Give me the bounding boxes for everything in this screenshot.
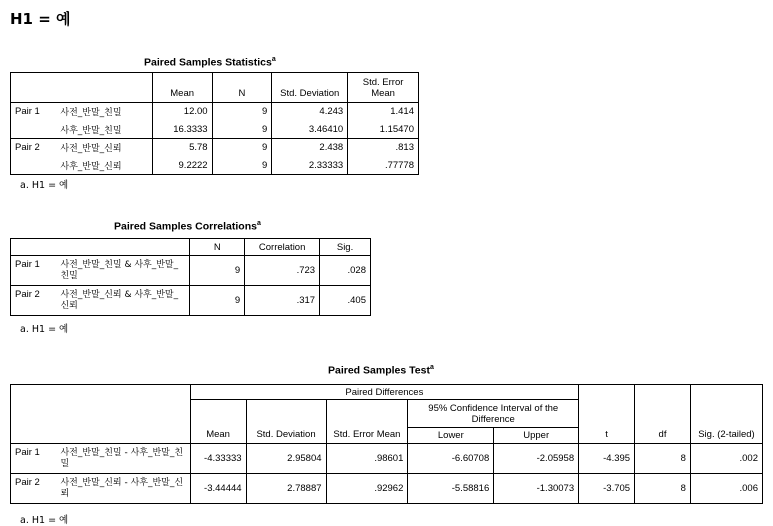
test-header-std-deviation: Std. Deviation <box>246 400 326 444</box>
stats-row-std-deviation: 4.243 <box>272 103 348 121</box>
test-title: Paired Samples Test$^a$ <box>328 364 434 377</box>
test-header-blank <box>11 385 191 444</box>
stats-row-n: 9 <box>212 139 272 157</box>
test-header-sig-2-tailed: Sig. (2-tailed) <box>690 385 762 444</box>
stats-row-pair: Pair 2 <box>11 139 57 157</box>
corr-header-sig: Sig. <box>320 239 371 256</box>
test-row-mean: -3.44444 <box>190 474 246 504</box>
stats-row-pair: Pair 1 <box>11 103 57 121</box>
page-heading: H1 = 예 <box>10 10 71 28</box>
test-row-std-error-mean: .92962 <box>326 474 408 504</box>
stats-row-n: 9 <box>212 121 272 139</box>
corr-header-n: N <box>190 239 245 256</box>
stats-row-mean: 9.2222 <box>152 157 212 175</box>
paired-samples-correlations-table <box>10 238 371 316</box>
test-row-lower: -5.58816 <box>408 474 494 504</box>
test-header-lower: Lower <box>408 428 494 444</box>
stats-row-variable: 사후_반말_신뢰 <box>56 157 152 175</box>
stats-header-std-error-mean: Std. Error Mean <box>348 73 419 103</box>
test-row-df: 8 <box>635 444 691 474</box>
corr-header-correlation: Correlation <box>245 239 320 256</box>
test-footnote: a. H1 = 예 <box>20 515 69 526</box>
corr-row-sig: .405 <box>320 286 371 316</box>
stats-header-std-deviation: Std. Deviation <box>272 73 348 103</box>
test-row-t: -4.395 <box>579 444 635 474</box>
corr-row-correlation: .317 <box>245 286 320 316</box>
stats-row-std-error: 1.414 <box>348 103 419 121</box>
paired-samples-test-table <box>10 384 763 504</box>
test-row-pair: Pair 2 <box>11 474 57 504</box>
test-row-df: 8 <box>635 474 691 504</box>
stats-row-std-deviation: 2.438 <box>272 139 348 157</box>
test-row-pair: Pair 1 <box>11 444 57 474</box>
test-row-lower: -6.60708 <box>408 444 494 474</box>
stats-footnote: a. H1 = 예 <box>20 180 69 191</box>
stats-row-variable: 사전_반말_신뢰 <box>56 139 152 157</box>
stats-header-mean: Mean <box>152 73 212 103</box>
stats-row-n: 9 <box>212 157 272 175</box>
stats-row-mean: 5.78 <box>152 139 212 157</box>
test-header-upper: Upper <box>494 428 579 444</box>
test-row-sig: .002 <box>690 444 762 474</box>
corr-row-pair: Pair 2 <box>11 286 57 316</box>
test-row-upper: -2.05958 <box>494 444 579 474</box>
stats-row-std-deviation: 2.33333 <box>272 157 348 175</box>
paired-samples-statistics-table <box>10 72 419 175</box>
test-row-mean: -4.33333 <box>190 444 246 474</box>
stats-row-std-error: 1.15470 <box>348 121 419 139</box>
test-row-variable: 사전_반말_신뢰 - 사후_반말_신뢰 <box>56 474 190 504</box>
stats-row-n: 9 <box>212 103 272 121</box>
stats-row-std-error: .813 <box>348 139 419 157</box>
corr-row-pair: Pair 1 <box>11 256 57 286</box>
stats-row-variable: 사전_반말_친밀 <box>56 103 152 121</box>
corr-row-sig: .028 <box>320 256 371 286</box>
test-row-std-deviation: 2.95804 <box>246 444 326 474</box>
stats-header-blank <box>11 73 153 103</box>
corr-row-variable: 사전_반말_신뢰 & 사후_반말_신뢰 <box>56 286 189 316</box>
corr-footnote: a. H1 = 예 <box>20 324 69 335</box>
test-header-std-error-mean: Std. Error Mean <box>326 400 408 444</box>
corr-row-n: 9 <box>190 256 245 286</box>
test-header-paired-differences: Paired Differences <box>190 385 579 400</box>
corr-row-correlation: .723 <box>245 256 320 286</box>
stats-row-mean: 16.3333 <box>152 121 212 139</box>
test-header-confidence-interval: 95% Confidence Interval of the Difference <box>408 400 579 428</box>
test-row-t: -3.705 <box>579 474 635 504</box>
test-header-mean: Mean <box>190 400 246 444</box>
corr-row-variable: 사전_반말_친밀 & 사후_반말_친밀 <box>56 256 189 286</box>
stats-row-pair <box>11 121 57 139</box>
test-header-t: t <box>579 385 635 444</box>
stats-row-pair <box>11 157 57 175</box>
test-header-df: df <box>635 385 691 444</box>
test-row-sig: .006 <box>690 474 762 504</box>
stats-row-mean: 12.00 <box>152 103 212 121</box>
corr-row-n: 9 <box>190 286 245 316</box>
test-row-upper: -1.30073 <box>494 474 579 504</box>
test-row-std-deviation: 2.78887 <box>246 474 326 504</box>
stats-row-variable: 사후_반말_친밀 <box>56 121 152 139</box>
stats-row-std-deviation: 3.46410 <box>272 121 348 139</box>
stats-header-n: N <box>212 73 272 103</box>
corr-header-blank <box>11 239 190 256</box>
stats-title: Paired Samples Statistics$^a$ <box>144 56 276 69</box>
test-row-std-error-mean: .98601 <box>326 444 408 474</box>
test-row-variable: 사전_반말_친밀 - 사후_반말_친밀 <box>56 444 190 474</box>
corr-title: Paired Samples Correlations$^a$ <box>114 220 261 233</box>
stats-row-std-error: .77778 <box>348 157 419 175</box>
